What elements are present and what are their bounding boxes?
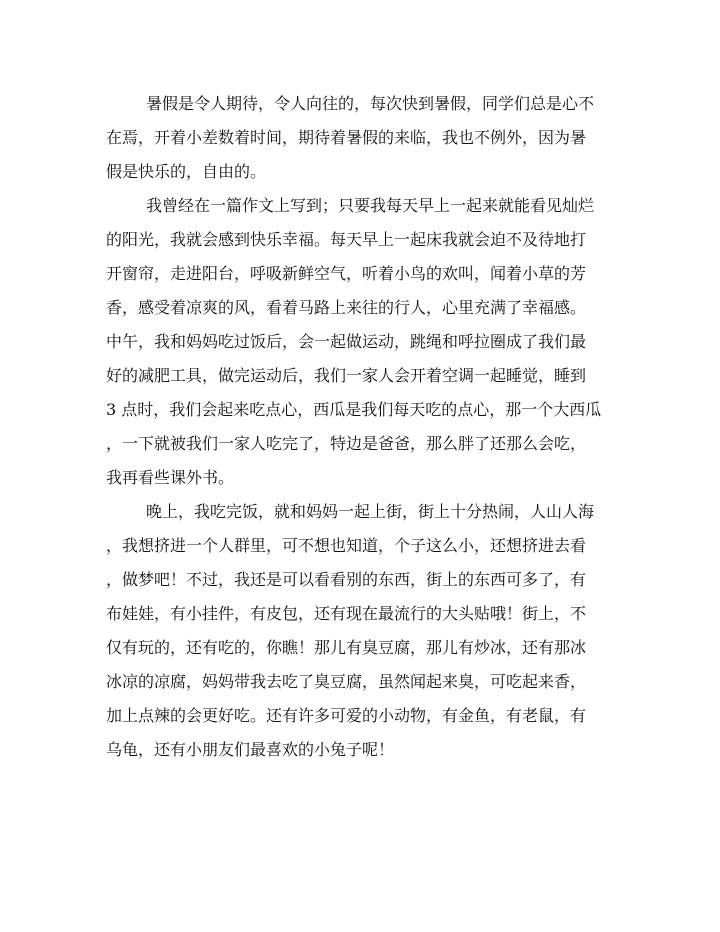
text-line: ，一下就被我们一家人吃完了，特边是爸爸，那么胖了还那么会吃，: [106, 434, 587, 453]
text-line: 暑假是令人期待，令人向往的，每次快到暑假，同学们总是心不: [146, 94, 595, 113]
text-line: 乌龟，还有小朋友们最喜欢的小兔子呢！: [106, 740, 395, 759]
text-line: 冰凉的凉腐，妈妈带我去吃了臭豆腐，虽然闻起来臭，可吃起来香，: [106, 672, 587, 691]
article-body: [106, 87, 626, 767]
text-line: 加上点辣的会更好吃。还有许多可爱的小动物，有金鱼，有老鼠，有: [106, 706, 587, 725]
paragraph-1: [106, 87, 626, 189]
text-line: ，我想挤进一个人群里，可不想也知道，个子这么小，还想挤进去看: [106, 536, 587, 555]
text-line: 仅有玩的，还有吃的，你瞧！那儿有臭豆腐，那儿有炒冰，还有那冰: [106, 638, 587, 657]
text-line: 我再看些课外书。: [106, 468, 235, 487]
text-line: 晚上，我吃完饭，就和妈妈一起上街，街上十分热闹，人山人海: [146, 502, 595, 521]
paragraph-3: [106, 495, 626, 767]
text-line: 假是快乐的，自由的。: [106, 162, 267, 181]
text-line: 我曾经在一篇作文上写到；只要我每天早上一起来就能看见灿烂: [146, 196, 595, 215]
text-line: 布娃娃，有小挂件，有皮包，还有现在最流行的大头贴哦！街上，不: [106, 604, 587, 623]
text-line: 香，感受着凉爽的风，看着马路上来往的行人，心里充满了幸福感。: [106, 298, 587, 317]
text-line: 的阳光，我就会感到快乐幸福。每天早上一起床我就会迫不及待地打: [106, 230, 587, 249]
text-line: 开窗帘，走进阳台，呼吸新鲜空气，听着小鸟的欢叫，闻着小草的芳: [106, 264, 587, 283]
text-line: 好的减肥工具，做完运动后，我们一家人会开着空调一起睡觉，睡到: [106, 366, 587, 385]
text-line: 中午，我和妈妈吃过饭后，会一起做运动，跳绳和呼拉圈成了我们最: [106, 332, 587, 351]
text-line: 在焉，开着小差数着时间，期待着暑假的来临，我也不例外，因为暑: [106, 128, 587, 147]
text-line: ，做梦吧！不过，我还是可以看看别的东西，街上的东西可多了，有: [106, 570, 587, 589]
paragraph-2: [106, 189, 626, 495]
text-line: 3 点时，我们会起来吃点心，西瓜是我们每天吃的点心，那一个大西瓜: [106, 400, 602, 419]
